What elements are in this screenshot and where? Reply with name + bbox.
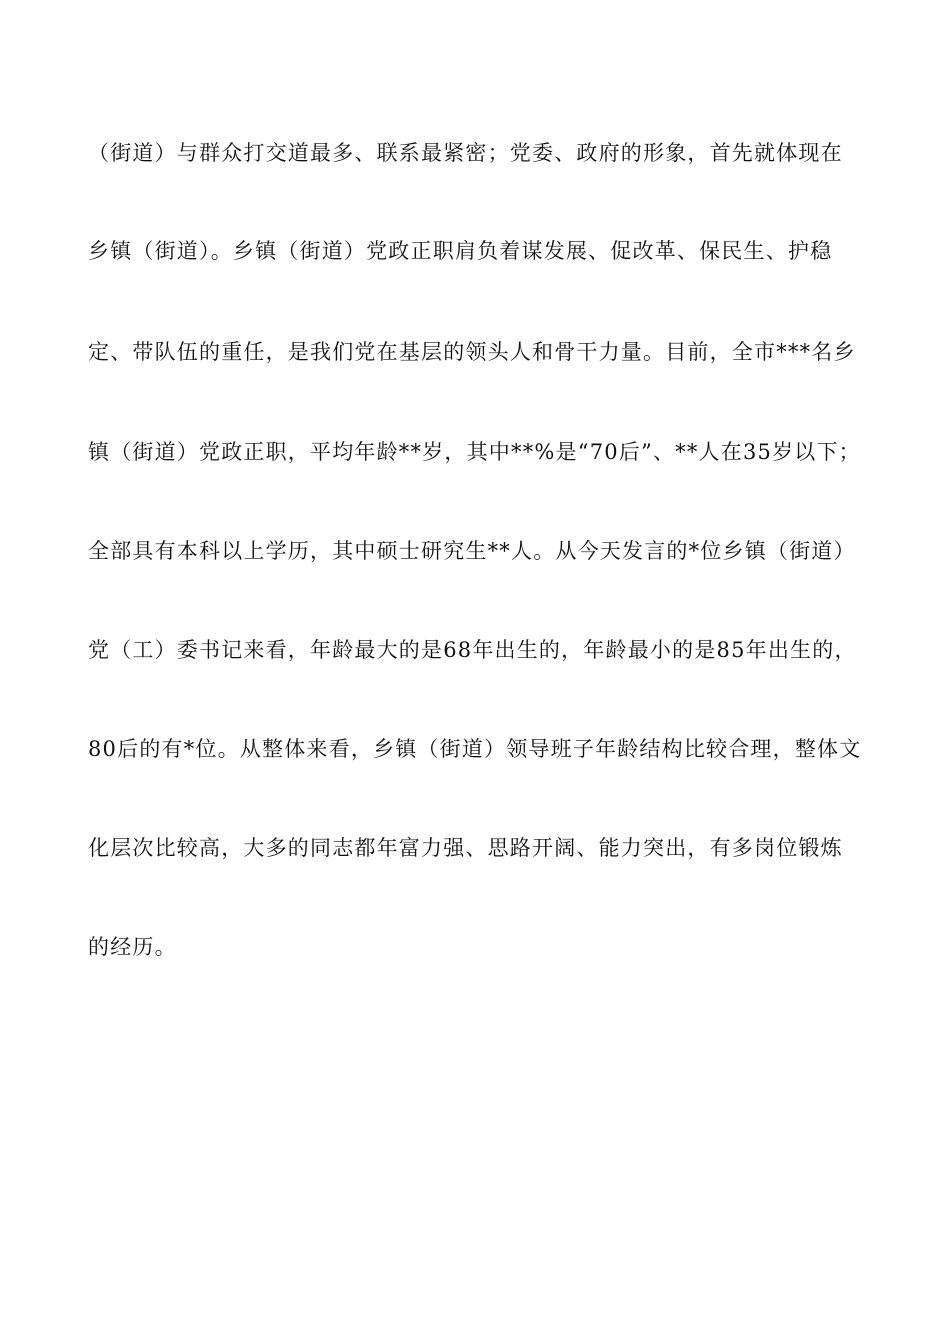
paragraph-line: （街道）与群众打交道最多、联系最紧密；党委、政府的形象，首先就体现在: [88, 141, 843, 165]
paragraph-line: 乡镇（街道）。乡镇（街道）党政正职肩负着谋发展、促改革、保民生、护稳: [88, 239, 833, 263]
paragraph-line: 80后的有*位。从整体来看，乡镇（街道）领导班子年龄结构比较合理，整体文: [88, 737, 862, 761]
paragraph-line: 的经历。: [88, 935, 177, 959]
paragraph-line: 化层次比较高，大多的同志都年富力强、思路开阔、能力突出，有多岗位锻炼: [88, 836, 843, 860]
paragraph-line: 定、带队伍的重任，是我们党在基层的领头人和骨干力量。目前，全市***名乡: [88, 340, 856, 364]
paragraph-line: 镇（街道）党政正职，平均年龄**岁，其中**%是“70后”、**人在35岁以下；: [88, 440, 861, 464]
paragraph-line: 党（工）委书记来看，年龄最大的是68年出生的，年龄最小的是85年出生的，: [88, 638, 857, 662]
paragraph-line: 全部具有本科以上学历，其中硕士研究生**人。从今天发言的*位乡镇（街道）: [88, 539, 856, 563]
